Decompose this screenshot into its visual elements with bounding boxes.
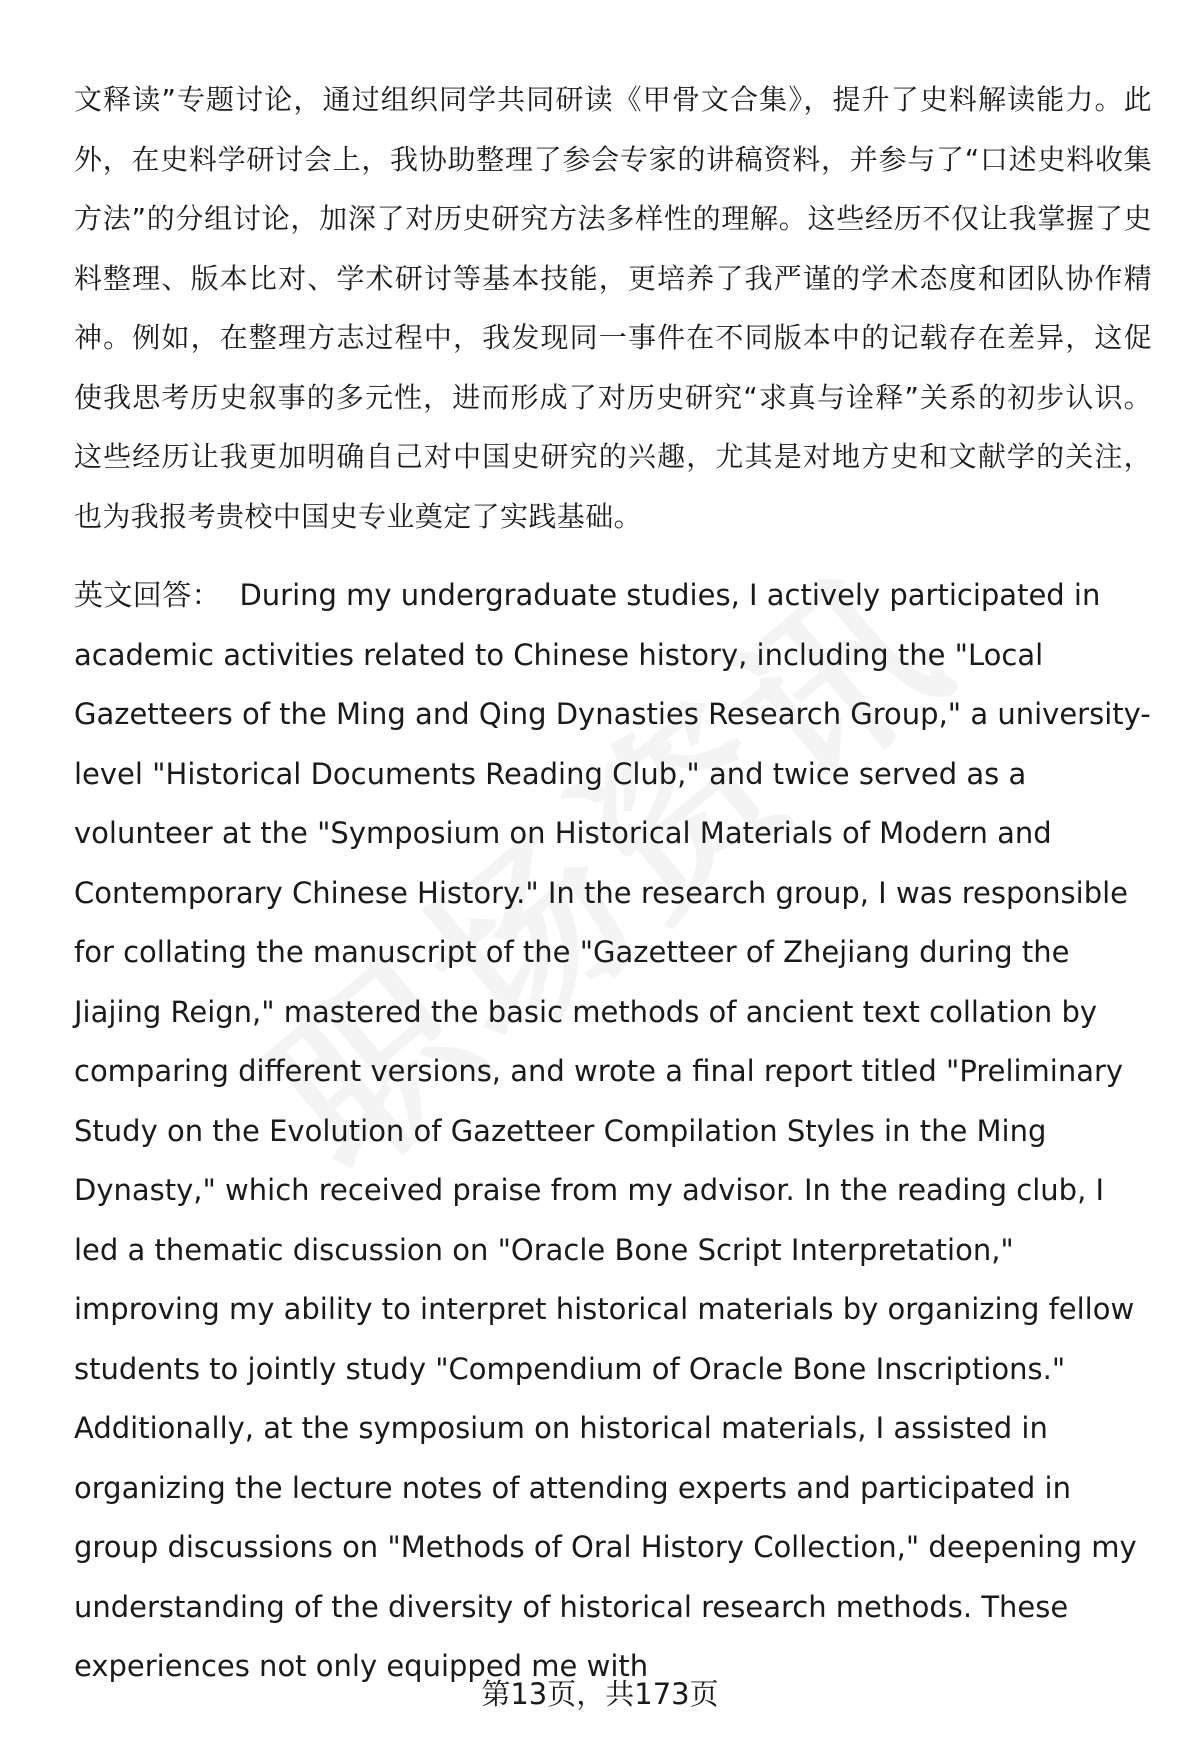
english-answer-paragraph — [74, 566, 1152, 1697]
page-number: 第13页，共173页 — [481, 1677, 719, 1711]
page-content — [74, 70, 1152, 1697]
english-answer-text: During my undergraduate studies, I actively participated in academic activities related to Chinese history, including the "Local Gazetteers of the Ming and Qing Dynasties Research Group," a university-level "Historical Documents Reading Club," and twice served as a volunteer at the "Symposium on Historical Materials of Modern and Contemporary Chinese History." In the research group, I was responsible for collating the manuscript of the "Gazetteer of Zhejiang during the Jiajing Reign," mastered the basic methods of ancient text collation by comparing different versions, and wrote a final report titled "Preliminary Study on the Evolution of Gazetteer Compilation Styles in the Ming Dynasty," which received praise from my advisor. In the reading club, I led a thematic discussion on "Oracle Bone Script Interpretation," improving my ability to interpret historical materials by organizing fellow students to jointly study "Compendium of Oracle Bone Inscriptions." Additionally, at the symposium on historical materials, I assisted in organizing the lecture notes of attending experts and participated in group discussions on "Methods of Oral History Collection," deepening my understanding of the diversity of historical research methods. These experiences not only equipped me with — [74, 578, 1151, 1683]
chinese-answer-paragraph: 文释读”专题讨论，通过组织同学共同研读《甲骨文合集》，提升了史料解读能力。此外，在史料学研讨会上，我协助整理了参会专家的讲稿资料，并参与了“口述史料收集方法”的分组讨论，加深了对历史研究方法多样性的理解。这些经历不仅让我掌握了史料整理、版本比对、学术研讨等基本技能，更培养了我严谨的学术态度和团队协作精神。例如，在整理方志过程中，我发现同一事件在不同版本中的记载存在差异，这促使我思考历史叙事的多元性，进而形成了对历史研究“求真与诠释”关系的初步认识。这些经历让我更加明确自己对中国史研究的兴趣，尤其是对地方史和文献学的关注，也为我报考贵校中国史专业奠定了实践基础。 — [74, 83, 1152, 533]
english-answer-label: 英文回答： — [74, 578, 222, 612]
